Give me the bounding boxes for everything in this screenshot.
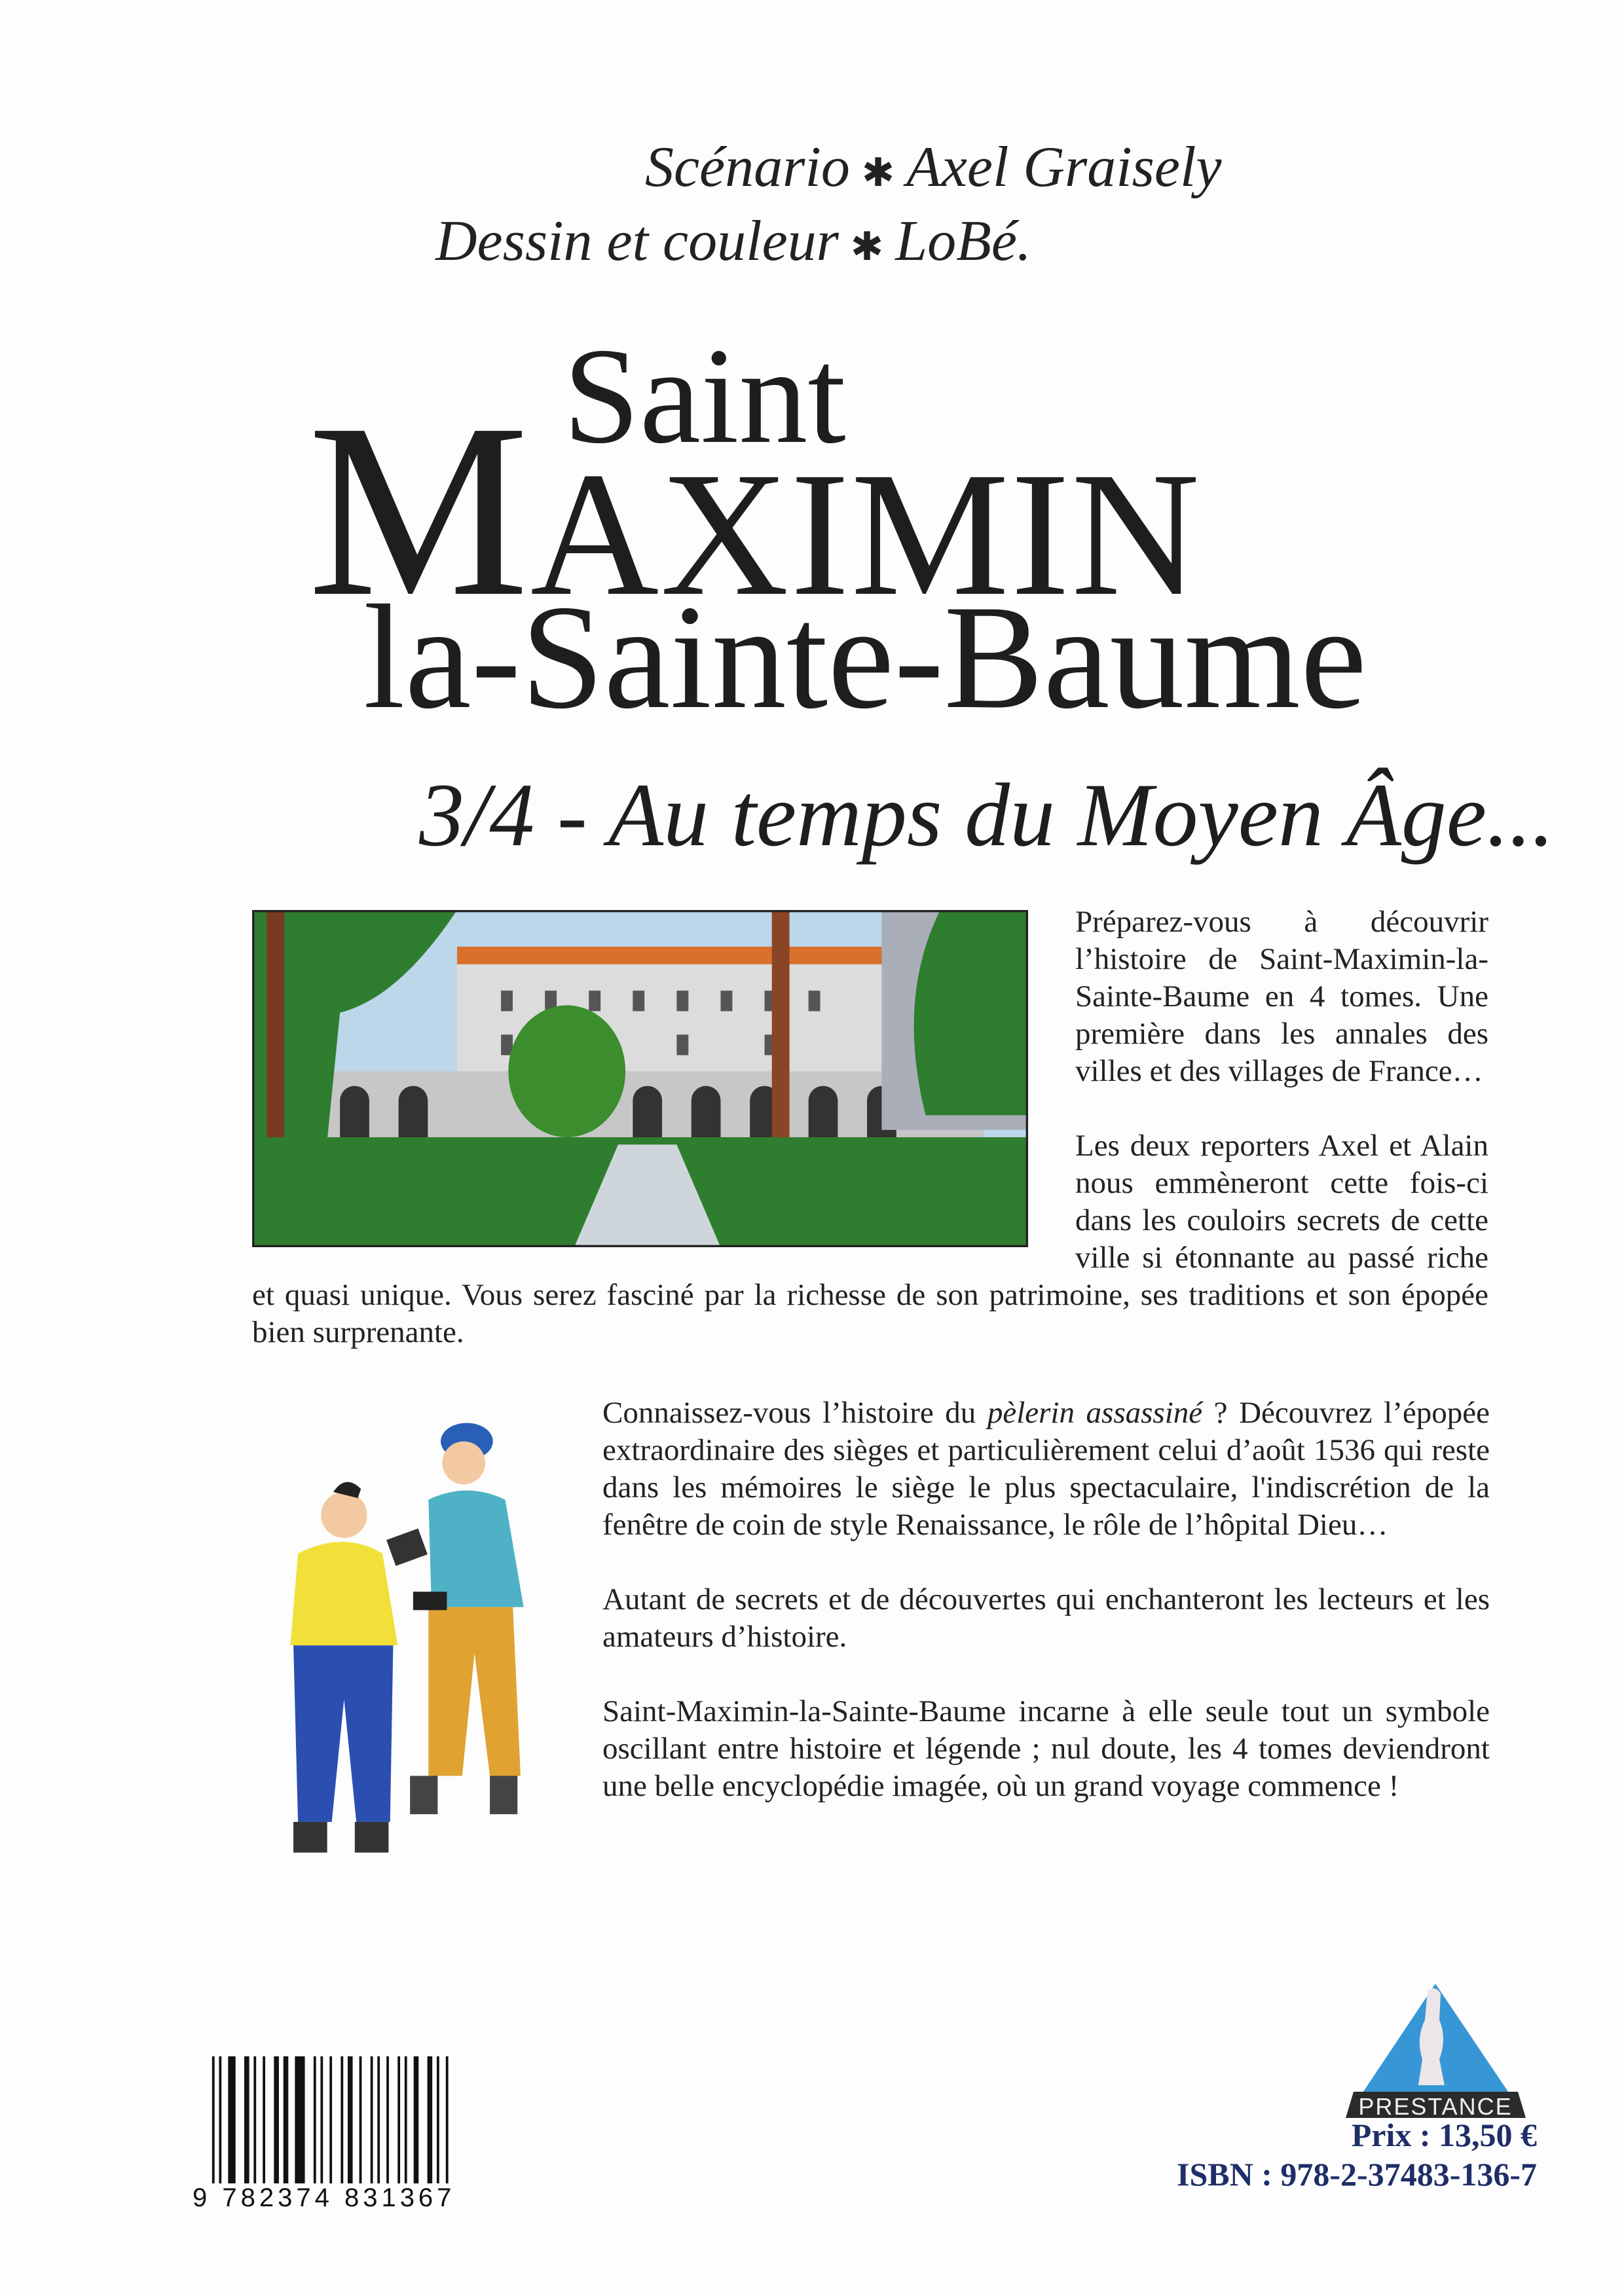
barcode-bar	[397, 2056, 400, 2199]
pilgrim-italic: pèlerin assassiné	[987, 1396, 1203, 1430]
barcode-bar	[414, 2056, 419, 2199]
barcode-bar	[314, 2056, 316, 2199]
barcode-bar	[405, 2056, 407, 2199]
title-initial: M	[308, 373, 530, 648]
title-saint: Saint	[563, 320, 846, 472]
barcode-bar	[341, 2056, 343, 2199]
barcode-bar	[360, 2056, 362, 2199]
title-la-sainte-baume: la-Sainte-Baume	[363, 575, 1367, 740]
description-section-2	[252, 1394, 1490, 1899]
barcode-bar	[295, 2056, 304, 2199]
drawing-credit	[435, 208, 1031, 274]
paragraph-secrets: Autant de secrets et de découvertes qui enchanteront les lecteurs et les amateurs d’histoire.	[602, 1582, 1490, 1654]
isbn: ISBN : 978-2-37483-136-7	[1177, 2156, 1537, 2193]
scenario-credit	[645, 134, 1221, 200]
barcode-bar	[244, 2056, 249, 2199]
barcode-number: 9 782374 831367	[190, 2183, 458, 2213]
barcode-bar	[253, 2056, 256, 2199]
drawing-label: Dessin et couleur	[435, 210, 839, 273]
description-section-1	[252, 903, 1488, 1389]
barcode-bar	[329, 2056, 332, 2199]
barcode-bar	[284, 2056, 289, 2199]
barcode-bar	[437, 2056, 439, 2199]
barcode-bar	[386, 2056, 389, 2199]
barcode-bar	[212, 2056, 215, 2199]
volume-subtitle: 3/4 - Au temps du Moyen Âge...	[419, 765, 1555, 865]
scenario-label: Scénario	[645, 136, 850, 199]
reporters-illustration	[272, 1408, 547, 1899]
paragraph-reporters: Les deux reporters Axel et Alain nous emmèneront cette fois-ci dans les couloirs secrets de cette ville si étonnante au passé riche et quasi unique. Vous serez fasciné par la richesse de son patrimoine, ses traditions et son épopée bien surprenante.	[252, 1129, 1488, 1349]
svg-text:PRESTANCE: PRESTANCE	[1358, 2093, 1513, 2118]
barcode-bar	[320, 2056, 323, 2199]
pilgrim-text-end: ? Découvrez l’épopée extraordinaire des sièges et particulièrement celui d’août 1536 qui reste dans les mémoires le siège le plus spectaculaire, l'indiscrétion de la fenêtre de coin de style Renaissance, le rôle de l’hôpital Dieu…	[602, 1396, 1490, 1542]
barcode	[205, 2049, 454, 2206]
barcode-bar	[371, 2056, 373, 2199]
star-icon: ✱	[861, 151, 895, 194]
price: Prix : 13,50 €	[1351, 2117, 1537, 2153]
title-rest: AXIMIN	[530, 435, 1202, 632]
barcode-bar	[228, 2056, 235, 2199]
paragraph-symbol: Saint-Maximin-la-Sainte-Baume incarne à elle seule tout un symbole oscillant entre histoire et légende ; nul doute, les 4 tomes deviendront une belle encyclopédie imagée, où un grand voyage commence !	[602, 1694, 1490, 1803]
scenario-author: Axel Graisely	[906, 136, 1222, 199]
barcode-bar	[428, 2056, 433, 2199]
publisher-logo	[1346, 1984, 1526, 2118]
drawing-author: LoBé.	[895, 210, 1031, 273]
barcode-bar	[263, 2056, 265, 2199]
barcode-bar	[274, 2056, 279, 2199]
barcode-bar	[219, 2056, 221, 2199]
pilgrim-text-start: Connaissez-vous l’histoire du	[602, 1396, 987, 1430]
cloister-illustration	[252, 910, 1028, 1247]
barcode-bar	[348, 2056, 353, 2199]
paragraph-intro: Préparez-vous à découvrir l’histoire de Saint-Maximin-la-Sainte-Baume en 4 tomes. Une première dans les annales des villes et des villages de France…	[1075, 905, 1488, 1088]
star-icon: ✱	[850, 225, 884, 268]
barcode-bar	[446, 2056, 449, 2199]
barcode-bar	[377, 2056, 380, 2199]
